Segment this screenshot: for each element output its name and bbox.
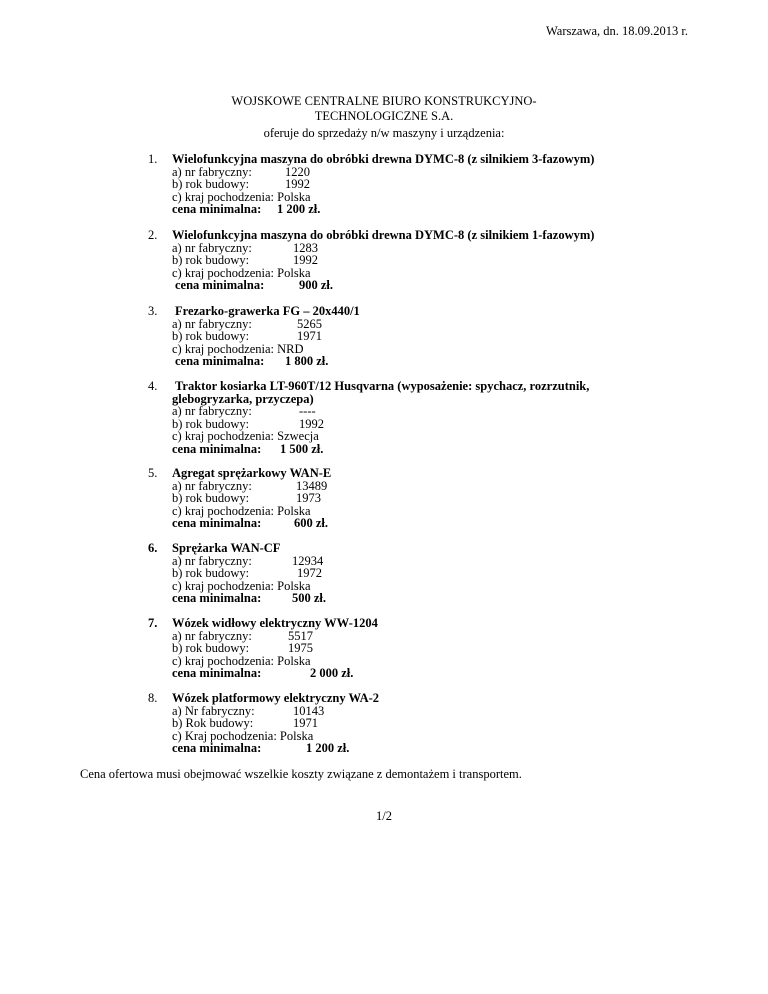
year-value: 1992 — [293, 253, 318, 267]
document-date: Warszawa, dn. 18.09.2013 r. — [545, 24, 688, 38]
item-number: 8. — [148, 691, 158, 705]
serial-label: a) Nr fabryczny: — [172, 703, 255, 718]
origin-text: c) kraj pochodzenia: Szwecja — [172, 429, 319, 443]
origin-text: c) kraj pochodzenia: Polska — [172, 265, 311, 280]
origin-text: c) kraj pochodzenia: NRD — [172, 341, 304, 356]
year-value: 1972 — [297, 566, 322, 580]
year-value: 1971 — [293, 716, 318, 730]
item-number: 4. — [148, 379, 158, 393]
item-number: 7. — [148, 616, 158, 630]
item-number: 6. — [148, 541, 158, 555]
price-label: cena minimalna: — [172, 441, 262, 456]
serial-label: a) nr fabryczny: — [172, 478, 252, 493]
org-line-2: TECHNOLOGICZNE S.A. — [314, 109, 454, 123]
serial-label: a) nr fabryczny: — [172, 553, 252, 568]
serial-value: 10143 — [293, 703, 325, 718]
price-value: 600 zł. — [294, 516, 329, 530]
year-label: b) rok budowy: — [172, 566, 250, 580]
origin-text: c) Kraj pochodzenia: Polska — [172, 728, 314, 743]
item-number: 1. — [148, 152, 158, 166]
year-value: 1992 — [285, 177, 310, 191]
price-label: cena minimalna: — [172, 202, 262, 216]
year-value: 1992 — [299, 416, 324, 431]
year-label: b) rok budowy: — [172, 641, 250, 655]
item-title: Agregat sprężarkowy WAN-E — [172, 466, 332, 480]
item-title: Frezarko-grawerka FG – 20x440/1 — [175, 304, 360, 318]
item-number: 3. — [148, 304, 158, 318]
item-title: Traktor kosiarka LT-960T/12 Husqvarna (wyposażenie: spychacz, rozrzutnik, — [175, 379, 590, 393]
serial-value: 5265 — [297, 316, 322, 331]
origin-text: c) kraj pochodzenia: Polska — [172, 189, 311, 204]
serial-value: 1283 — [293, 240, 318, 255]
serial-label: a) nr fabryczny: — [172, 404, 252, 418]
origin-text: c) kraj pochodzenia: Polska — [172, 653, 311, 668]
year-label: b) rok budowy: — [172, 491, 250, 505]
price-label: cena minimalna: — [172, 591, 262, 605]
year-value: 1973 — [296, 491, 321, 505]
year-label: b) rok budowy: — [172, 329, 250, 343]
item-title: Wielofunkcyjna maszyna do obróbki drewna DYMC-8 (z silnikiem 3-fazowym) — [172, 152, 595, 166]
serial-value: ---- — [299, 404, 316, 418]
serial-label: a) nr fabryczny: — [172, 628, 252, 643]
origin-text: c) kraj pochodzenia: Polska — [172, 503, 311, 518]
organization-name — [0, 94, 768, 124]
price-label: cena minimalna: — [172, 741, 262, 755]
price-value: 500 zł. — [292, 591, 327, 605]
year-value: 1975 — [288, 641, 313, 655]
price-value: 2 000 zł. — [310, 666, 354, 680]
year-label: b) rok budowy: — [172, 416, 250, 431]
origin-text: c) kraj pochodzenia: Polska — [172, 578, 311, 593]
price-value: 1 500 zł. — [280, 441, 324, 456]
serial-value: 12934 — [292, 553, 324, 568]
item-number: 2. — [148, 228, 158, 242]
serial-label: a) nr fabryczny: — [172, 164, 252, 179]
price-value: 900 zł. — [299, 278, 334, 292]
year-label: b) Rok budowy: — [172, 716, 254, 730]
year-value: 1971 — [297, 329, 322, 343]
cost-note: Cena ofertowa musi obejmować wszelkie koszty związane z demontażem i transportem. — [80, 767, 522, 781]
serial-label: a) nr fabryczny: — [172, 316, 252, 331]
year-label: b) rok budowy: — [172, 177, 250, 191]
price-value: 1 800 zł. — [285, 354, 329, 368]
price-label: cena minimalna: — [175, 278, 265, 292]
serial-value: 1220 — [285, 164, 310, 179]
price-value: 1 200 zł. — [277, 202, 321, 216]
year-label: b) rok budowy: — [172, 253, 250, 267]
org-line-1: WOJSKOWE CENTRALNE BIURO KONSTRUKCYJNO- — [231, 94, 537, 108]
item-title: Sprężarka WAN-CF — [172, 541, 281, 555]
item-title-continued: glebogryzarka, przyczepa) — [172, 391, 314, 406]
serial-value: 5517 — [288, 628, 313, 643]
serial-value: 13489 — [296, 478, 328, 493]
price-label: cena minimalna: — [172, 666, 262, 680]
price-value: 1 200 zł. — [306, 741, 350, 755]
price-label: cena minimalna: — [175, 354, 265, 368]
item-title: Wózek platformowy elektryczny WA-2 — [172, 691, 380, 705]
item-title: Wózek widłowy elektryczny WW-1204 — [172, 616, 378, 630]
item-title: Wielofunkcyjna maszyna do obróbki drewna DYMC-8 (z silnikiem 1-fazowym) — [172, 228, 595, 242]
offer-intro: oferuje do sprzedaży n/w maszyny i urządzenia: — [263, 126, 505, 140]
page-number: 1/2 — [376, 809, 392, 823]
price-label: cena minimalna: — [172, 516, 262, 530]
serial-label: a) nr fabryczny: — [172, 240, 252, 255]
item-number: 5. — [148, 466, 158, 480]
